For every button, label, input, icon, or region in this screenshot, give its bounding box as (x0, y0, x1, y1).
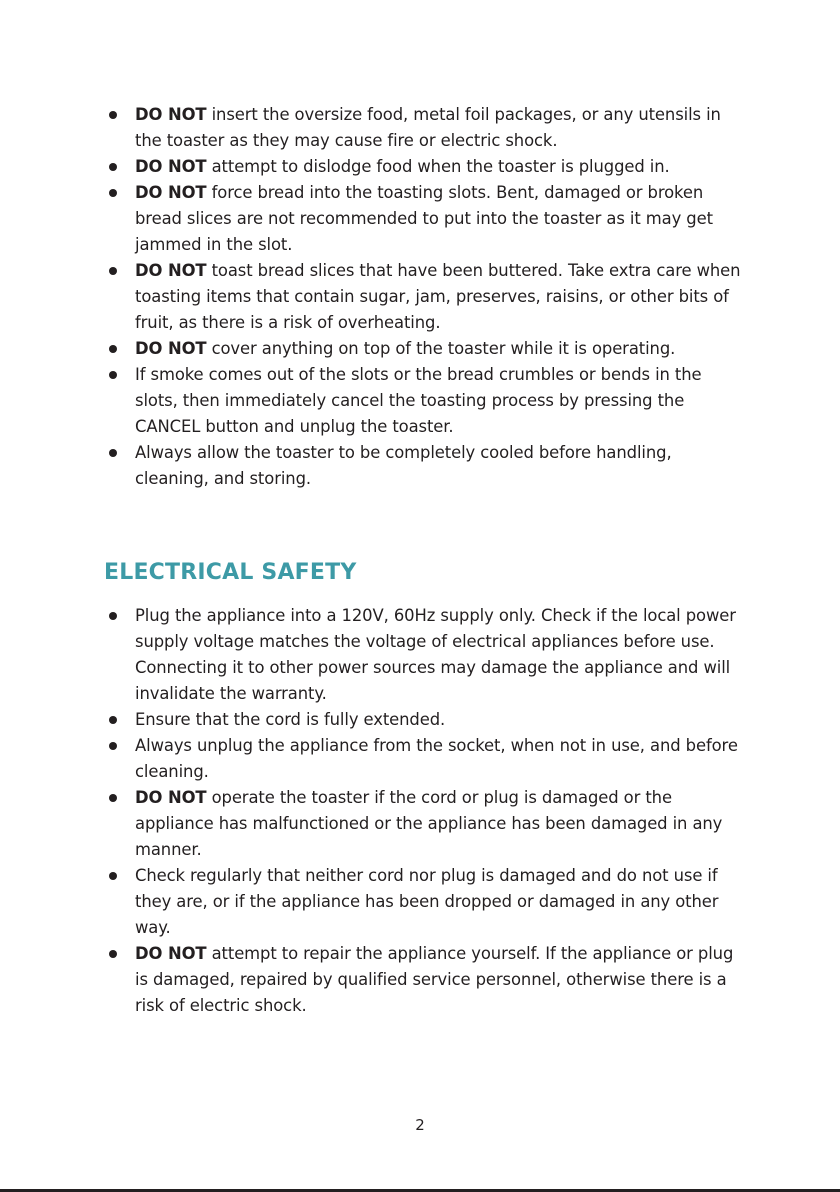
list-item-text: Always unplug the appliance from the socket, when not in use, and before cleaning. (135, 736, 738, 781)
list-item-text: cover anything on top of the toaster while it is operating. (206, 339, 676, 358)
bullet-icon (109, 111, 117, 119)
list-item-text: operate the toaster if the cord or plug is damaged or the appliance has malfunctioned or the appliance has been damaged in any manner. (135, 788, 723, 859)
list-item-text: Plug the appliance into a 120V, 60Hz supply only. Check if the local power supply voltage matches the voltage of electrical appliances before use. Connecting it to other power sources may damage the appliance and will invalidate the warranty. (135, 606, 736, 703)
bullet-icon (109, 612, 117, 620)
list-item-text: Ensure that the cord is fully extended. (135, 710, 446, 729)
warning-emphasis: DO NOT (135, 261, 207, 280)
bullet-icon (109, 189, 117, 197)
list-item (104, 863, 744, 941)
section-heading: ELECTRICAL SAFETY (104, 560, 357, 585)
list-item-text: insert the oversize food, metal foil packages, or any utensils in the toaster as they may cause fire or electric shock. (135, 105, 721, 150)
list-item (104, 707, 744, 733)
bullet-icon (109, 345, 117, 353)
page-number: 2 (415, 1116, 425, 1134)
list-item-text: If smoke comes out of the slots or the bread crumbles or bends in the slots, then immediately cancel the toasting process by pressing the CANCEL button and unplug the toaster. (135, 365, 702, 436)
list-item (104, 603, 744, 707)
list-item (104, 440, 744, 492)
list-item-text: force bread into the toasting slots. Bent, damaged or broken bread slices are not recommended to put into the toaster as it may get jammed in the slot. (135, 183, 713, 254)
bullet-icon (109, 716, 117, 724)
list-item (104, 180, 744, 258)
bullet-icon (109, 950, 117, 958)
list-item (104, 941, 744, 1019)
list-item-text: toast bread slices that have been buttered. Take extra care when toasting items that contain sugar, jam, preserves, raisins, or other bits of fruit, as there is a risk of overheating. (135, 261, 741, 332)
list-item (104, 258, 744, 336)
list-item-text: Always allow the toaster to be completely cooled before handling, cleaning, and storing. (135, 443, 672, 488)
warning-emphasis: DO NOT (135, 788, 207, 807)
list-item-text: attempt to dislodge food when the toaster is plugged in. (206, 157, 670, 176)
list-item (104, 154, 744, 180)
list-item (104, 733, 744, 785)
list-item-text: Check regularly that neither cord nor plug is damaged and do not use if they are, or if the appliance has been dropped or damaged in any other way. (135, 866, 719, 937)
warning-emphasis: DO NOT (135, 944, 207, 963)
bullet-icon (109, 449, 117, 457)
list-item (104, 102, 744, 154)
safety-list (104, 102, 744, 492)
warning-emphasis: DO NOT (135, 183, 207, 202)
warning-emphasis: DO NOT (135, 105, 207, 124)
bullet-icon (109, 872, 117, 880)
list-item (104, 336, 744, 362)
list-item (104, 785, 744, 863)
electrical-safety-list (104, 603, 744, 1019)
list-item (104, 362, 744, 440)
list-item-text: attempt to repair the appliance yourself. If the appliance or plug is damaged, repaired by qualified service personnel, otherwise there is a risk of electric shock. (135, 944, 734, 1015)
bullet-icon (109, 371, 117, 379)
bullet-icon (109, 794, 117, 802)
bullet-icon (109, 163, 117, 171)
bullet-icon (109, 742, 117, 750)
warning-emphasis: DO NOT (135, 339, 207, 358)
warning-emphasis: DO NOT (135, 157, 207, 176)
bullet-icon (109, 267, 117, 275)
